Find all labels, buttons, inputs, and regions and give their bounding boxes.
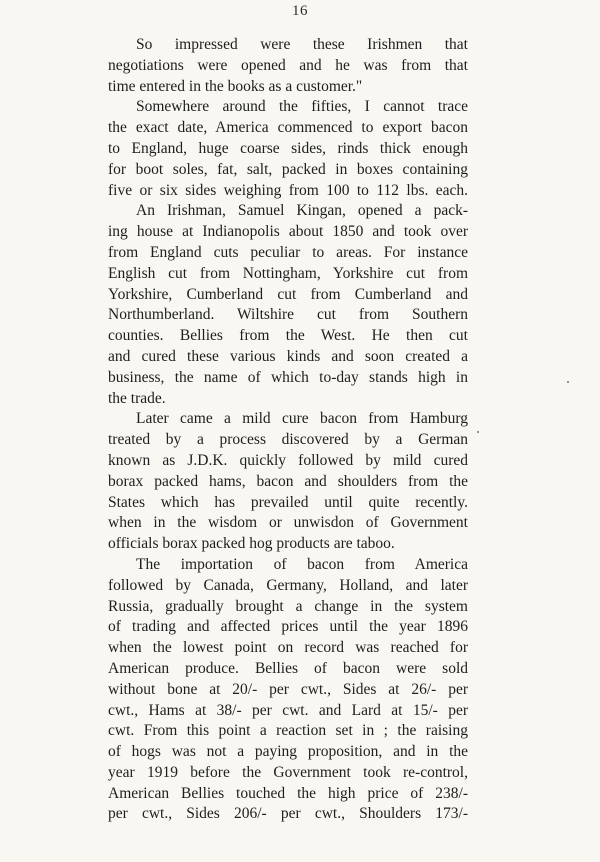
paragraph-1 [108,35,468,97]
text-line: States which has prevailed until quite recently. [108,493,468,511]
text-line: the trade. [108,389,166,407]
text-line: American Bellies touched the high price of 238/- [108,784,468,802]
paragraph-2 [108,97,468,201]
text-line: and cured these various kinds and soon created a [108,347,468,365]
text-line: officials borax packed hog products are taboo. [108,535,395,553]
text-line: five or six sides weighing from 100 to 112 lbs. each. [108,181,468,199]
paragraph-5 [108,555,468,825]
paragraph-3 [108,201,468,409]
text-line: So impressed were these Irishmen that [136,36,468,53]
text-line: when in the wisdom or unwisdon of Government [108,514,468,532]
scan-speck [567,381,569,383]
text-line: negotiations were opened and he was from that [108,56,468,74]
text-line: Russia, gradually brought a change in the system [108,597,468,615]
text-line: ing house at Indianopolis about 1850 and took over [108,223,468,241]
text-line: of hogs was not a paying proposition, and in the [108,743,468,761]
text-line: counties. Bellies from the West. He then cut [108,327,468,345]
text-line: The importation of bacon from America [136,555,468,573]
page-number: 16 [292,3,308,19]
text-line: Later came a mild cure bacon from Hamburg [136,410,468,428]
text-line: known as J.D.K. quickly followed by mild cured [108,451,468,469]
text-line: cwt. From this point a reaction set in ; the raising [108,722,468,740]
text-line: Northumberland. Wiltshire cut from Southern [108,306,468,324]
text-line: borax packed hams, bacon and shoulders from the [108,472,468,490]
paragraph-4 [108,409,468,555]
text-line: cwt., Hams at 38/- per cwt. and Lard at 15/- per [108,701,468,719]
text-line: Yorkshire, Cumberland cut from Cumberland and [108,285,468,303]
text-line: of trading and affected prices until the year 1896 [108,618,468,636]
body-text [108,35,468,825]
text-line: for boot soles, fat, salt, packed in boxes containing [108,160,468,178]
text-line: the exact date, America commenced to export bacon [108,119,468,137]
text-line: from England cuts peculiar to areas. For instance [108,243,468,261]
text-line: when the lowest point on record was reached for [108,639,468,657]
text-line: followed by Canada, Germany, Holland, and later [108,576,468,594]
text-line: English cut from Nottingham, Yorkshire cut from [108,264,468,282]
text-line: to England, huge coarse sides, rinds thick enough [108,139,468,157]
text-line: without bone at 20/- per cwt., Sides at 26/- per [108,680,468,698]
text-line: American produce. Bellies of bacon were sold [108,659,468,677]
text-line: An Irishman, Samuel Kingan, opened a pack- [136,202,468,220]
text-line: business, the name of which to-day stands high in [108,368,468,386]
text-line: per cwt., Sides 206/- per cwt., Shoulders 173/- [108,805,468,823]
text-line: Somewhere around the fifties, I cannot trace [136,98,468,116]
text-line: year 1919 before the Government took re-control, [108,763,468,781]
text-line: treated by a process discovered by a German [108,431,468,449]
text-line: time entered in the books as a customer." [108,77,363,95]
scan-speck [477,431,479,433]
